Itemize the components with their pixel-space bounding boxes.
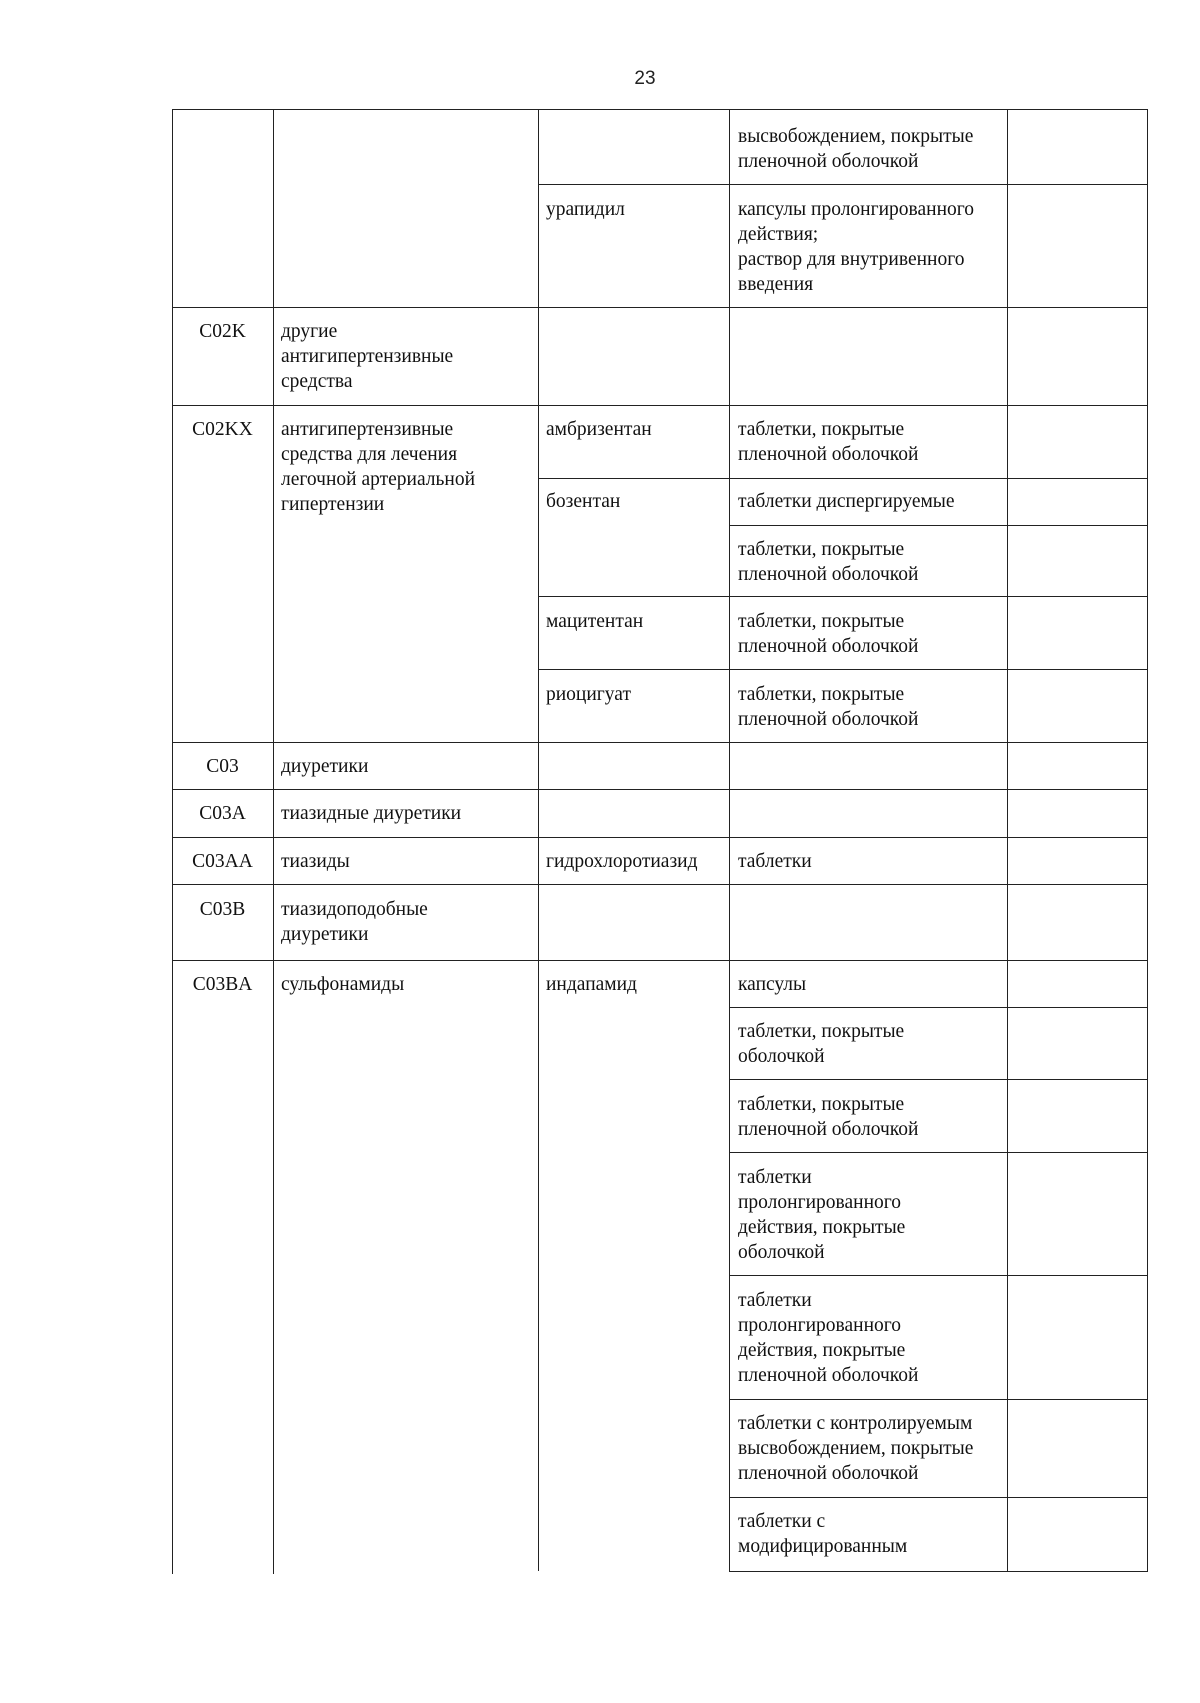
drug-name: амбризентан (546, 419, 652, 440)
atc-code: C03AA (192, 851, 253, 872)
drug-group: другие антигипертензивные средства (281, 321, 454, 392)
drug-group: антигипертензивные средства для лечения легочной артериальной гипертензии (281, 419, 476, 515)
row-divider (172, 789, 1148, 790)
dosage-form: капсулы пролонгированного действия; раствор для внутривенного введения (738, 199, 975, 295)
drug-group: диуретики (281, 756, 369, 777)
row-divider (729, 1399, 1148, 1400)
drug-name: урапидил (546, 199, 625, 220)
drug-group: сульфонамиды (281, 974, 405, 995)
dosage-form: капсулы (738, 974, 807, 995)
row-divider (172, 960, 1148, 961)
row-divider (729, 1079, 1148, 1080)
atc-code: C03B (199, 899, 246, 920)
dosage-form: высвобождением, покрытые пленочной оболочкой (738, 126, 974, 172)
row-divider (729, 1497, 1148, 1498)
drug-group: тиазидные диуретики (281, 803, 462, 824)
page-number: 23 (634, 68, 656, 89)
dosage-form: таблетки, покрытые пленочной оболочкой (738, 1094, 919, 1140)
row-divider (172, 884, 1148, 885)
row-divider (172, 307, 1148, 308)
dosage-form: таблетки, покрытые оболочкой (738, 1021, 905, 1067)
drug-name: гидрохлоротиазид (546, 851, 698, 872)
drug-name: индапамид (546, 974, 637, 995)
dosage-form: таблетки, покрытые пленочной оболочкой (738, 419, 919, 465)
column-divider-drug (729, 109, 730, 1571)
dosage-form: таблетки с модифицированным (738, 1511, 908, 1557)
drug-name: бозентан (546, 491, 621, 512)
drug-name: риоцигуат (546, 684, 631, 705)
dosage-form: таблетки с контролируемым высвобождением, покрытые пленочной оболочкой (738, 1413, 974, 1484)
medication-table (172, 109, 1148, 1574)
dosage-form: таблетки, покрытые пленочной оболочкой (738, 684, 919, 730)
dosage-form: таблетки пролонгированного действия, покрытые пленочной оболочкой (738, 1290, 919, 1386)
drug-group: тиазиды (281, 851, 350, 872)
atc-code: C03 (206, 756, 239, 777)
row-divider (172, 837, 1148, 838)
table-border-bottom-partial (729, 1571, 1148, 1572)
column-divider-code (273, 109, 274, 1574)
dosage-form: таблетки (738, 851, 812, 872)
drug-group: тиазидоподобные диуретики (281, 899, 428, 945)
column-divider-form (1007, 109, 1008, 1571)
row-divider (538, 596, 1148, 597)
row-divider (538, 478, 1148, 479)
drug-name: мацитентан (546, 611, 644, 632)
atc-code: C02KX (192, 419, 253, 440)
column-divider-group (538, 109, 539, 1571)
dosage-form: таблетки, покрытые пленочной оболочкой (738, 539, 919, 585)
row-divider (729, 525, 1148, 526)
row-divider (729, 1275, 1148, 1276)
dosage-form: таблетки диспергируемые (738, 491, 955, 512)
row-divider (729, 1007, 1148, 1008)
table-border-right (1147, 109, 1148, 1571)
row-divider (172, 405, 1148, 406)
atc-code: C03BA (192, 974, 253, 995)
row-divider (538, 669, 1148, 670)
dosage-form: таблетки, покрытые пленочной оболочкой (738, 611, 919, 657)
table-border-top (172, 109, 1148, 110)
atc-code: C03A (199, 803, 246, 824)
row-divider (172, 742, 1148, 743)
row-divider (729, 1152, 1148, 1153)
dosage-form: таблетки пролонгированного действия, покрытые оболочкой (738, 1167, 906, 1263)
row-divider (538, 184, 1148, 185)
atc-code: C02K (199, 321, 246, 342)
